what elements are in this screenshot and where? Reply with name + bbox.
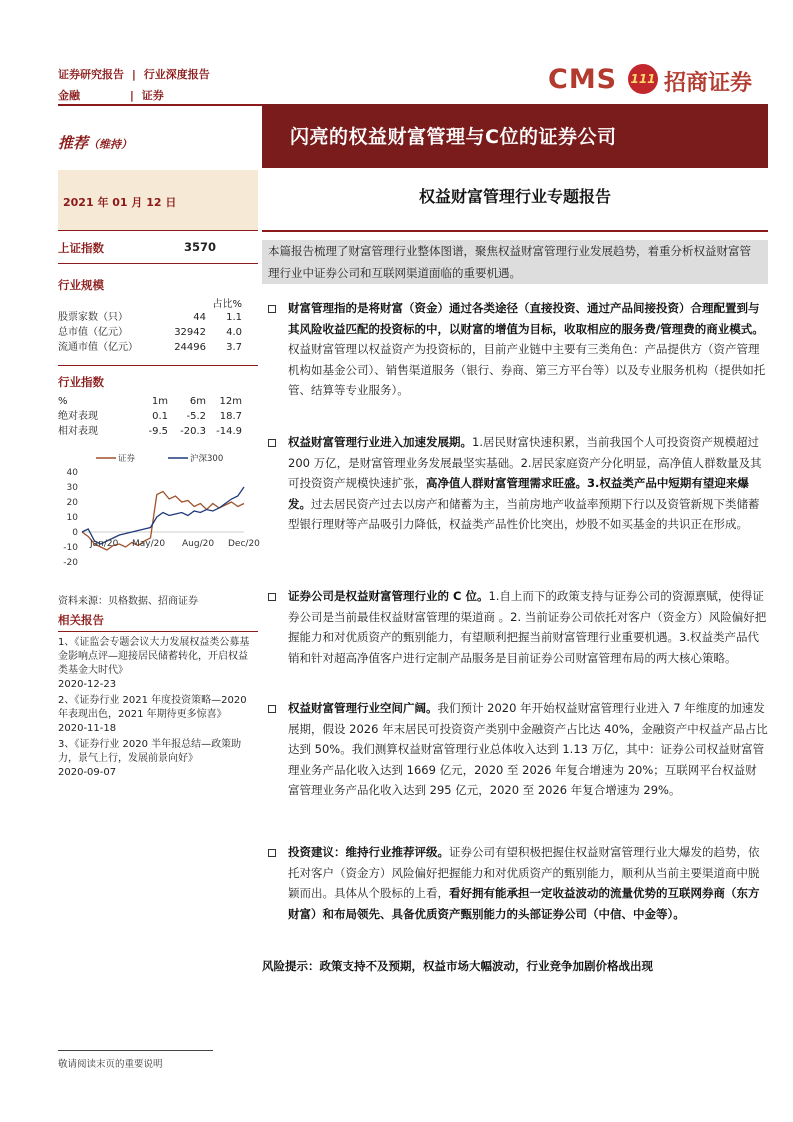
table-row: 相对表现 -9.5 -20.3 -14.9: [58, 426, 242, 437]
x-tick-label: Aug/20: [182, 539, 215, 549]
table-row: % 1m 6m 12m: [58, 396, 242, 407]
table-row: 流通市值（亿元） 24496 3.7: [58, 342, 242, 353]
table-row: 股票家数（只） 44 1.1: [58, 312, 242, 323]
bullet-2: 权益财富管理行业进入加速发展期。1.居民财富快速积累，当前我国个人可投资资产规模超过 200 万亿，是财富管理业务发展最坚实基础。2.居民家庭资产分化明显，高净值人群数量及其可投资资产规模快速扩张，高净值人群财富管理需求旺盛。3.权益类产品中短期有望迎来爆发。过去居民资产过去以房产和储蓄为主，当前房地产收益率预期下行以及资管新规下类储蓄型银行理财等产品吸引力降低，权益类产品性价比突出，炒股不如买基金的共识正在形成。: [262, 432, 768, 535]
separator: |: [131, 68, 136, 81]
divider: [58, 631, 258, 632]
bullet-square-icon: [268, 439, 276, 447]
bullet-5: 投资建议：维持行业推荐评级。证券公司有望积极把握住权益财富管理行业大爆发的趋势，依托对客户（资金方）风险偏好把握能力和对优质资产的甄别能力，顺利从当前主要渠道商中脱颖而出。具体从个股标的上看，看好拥有能承担一定收益波动的流量优势的互联网券商（东方财富）和布局领先、具备优质资产甄别能力的头部证券公司（中信、中金等）。: [262, 842, 768, 924]
y-tick-label: -20: [63, 558, 78, 568]
x-tick-label: Jan/20: [90, 539, 119, 549]
x-tick-label: May/20: [132, 539, 166, 549]
y-tick-label: -10: [63, 543, 78, 553]
x-tick-label: Dec/20: [228, 539, 260, 549]
series-line-csi300: [82, 487, 244, 544]
bullet-square-icon: [268, 705, 276, 713]
logo-badge-icon: 111: [628, 64, 658, 94]
report-date: 2021 年 01 月 12 日: [63, 196, 177, 209]
y-tick-label: 40: [66, 468, 78, 478]
perf-section: [58, 374, 258, 439]
performance-line-chart: [58, 450, 260, 575]
legend-label: 沪深300: [190, 454, 224, 464]
related-heading: 相关报告: [58, 613, 104, 627]
separator: |: [129, 89, 134, 102]
bullet-square-icon: [268, 593, 276, 601]
bullet-square-icon: [268, 305, 276, 313]
index-row: 上证指数 3570: [58, 240, 217, 255]
perf-heading: 行业指数: [58, 375, 104, 389]
footer-rule: [58, 1050, 213, 1051]
bullet-square-icon: [268, 849, 276, 857]
legend-label: 证券: [118, 454, 136, 464]
scale-section: [58, 277, 258, 355]
table-row: 总市值（亿元） 32942 4.0: [58, 327, 242, 338]
report-type: 证券研究报告: [58, 68, 124, 81]
title-band: [262, 104, 768, 168]
related-item[interactable]: 2、《证券行业 2021 年度投资策略—2020 年表现出色，2021 年期待更多惊喜》 2020-11-18: [58, 695, 247, 734]
cms-logo: CMS 111 招商证券: [548, 64, 753, 96]
date-band: [58, 170, 258, 230]
table-row: 绝对表现 0.1 -5.2 18.7: [58, 411, 242, 422]
report-category: 行业深度报告: [143, 68, 210, 81]
y-tick-label: 0: [72, 528, 78, 538]
scale-table: [58, 310, 242, 355]
y-tick-label: 30: [66, 483, 78, 493]
risk-note: 风险提示：政策支持不及预期，权益市场大幅波动，行业竞争加剧价格战出现: [262, 959, 653, 973]
divider: [58, 365, 258, 366]
rating: 推荐（维持）: [58, 134, 133, 152]
subtitle-rule: [262, 230, 768, 232]
perf-table: [58, 394, 242, 439]
divider: [58, 263, 258, 264]
scale-heading: 行业规模: [58, 278, 104, 292]
related-item[interactable]: 1、《证监会专题会议大力发展权益类公募基金影响点评—迎接居民储蓄转化，开启权益类基金大时代》 2020-12-23: [58, 637, 250, 690]
related-item[interactable]: 3、《证券行业 2020 半年报总结—政策助力，景气上行，发展前景向好》 2020-09-07: [58, 739, 242, 778]
footer-note: 敬请阅读末页的重要说明: [58, 1059, 163, 1070]
source-note: 资料来源：贝格数据、招商证券: [58, 596, 198, 607]
sidebar-top-rule: [58, 230, 258, 231]
bullet-1: 财富管理指的是将财富（资金）通过各类途径（直接投资、通过产品间接投资）合理配置到与其风险收益匹配的投资标的中，以财富的增值为目标，收取相应的服务费/管理费的商业模式。权益财富管理以权益资产为投资标的，目前产业链中主要有三类角色：产品提供方（资产管理机构如基金公司）、销售渠道服务（银行、券商、第三方平台等）以及专业服务机构（提供如托管、结算等专业服务）。: [262, 298, 768, 401]
related-section: [58, 612, 258, 780]
index-value: 3570: [184, 240, 217, 254]
sub-sector: 证券: [141, 89, 164, 102]
y-tick-label: 10: [66, 513, 78, 523]
report-subtitle: 权益财富管理行业专题报告: [418, 187, 611, 206]
header-breadcrumb-2: [58, 87, 164, 103]
scale-col-header: 占比%: [212, 299, 242, 310]
sector: 金融: [58, 89, 80, 102]
bullet-3: 证券公司是权益财富管理行业的 C 位。1.自上而下的政策支持与证券公司的资源禀赋，使得证券公司是当前最佳权益财富管理的渠道商 。2. 当前证券公司依托对客户（资金方）风险偏好把握能力和对优质资产的甄别能力，有望顺利把握当前财富管理行业重要机遇。3.权益类产品代销和针对超高净值客户进行定制产品服务是目前证券公司财富管理布局的两大核心策略。: [262, 586, 768, 668]
report-title: 闪亮的权益财富管理与C位的证券公司: [290, 126, 617, 148]
y-tick-label: 20: [66, 498, 78, 508]
header-breadcrumb-1: [58, 66, 210, 82]
summary-box: 本篇报告梳理了财富管理行业整体图谱，聚焦权益财富管理行业发展趋势，着重分析权益财富管理行业中证券公司和互联网渠道面临的重要机遇。: [262, 240, 768, 284]
bullet-4: 权益财富管理行业空间广阔。我们预计 2020 年开始权益财富管理行业进入 7 年维度的加速发展期，假设 2026 年末居民可投资资产类别中金融资产占比达 40%，金融资产中权益产品占比达到 50%。我们测算权益财富管理行业总体收入达到 1.13 万亿，其中：证券公司权益财富管理业务产品化收入达到 1669 亿元，2020 至 2026 年复合增速为 20%；互联网平台权益财富管理业务产品化收入达到 295 亿元，2020 至 2026 年复合增速为 29%。: [262, 698, 768, 801]
